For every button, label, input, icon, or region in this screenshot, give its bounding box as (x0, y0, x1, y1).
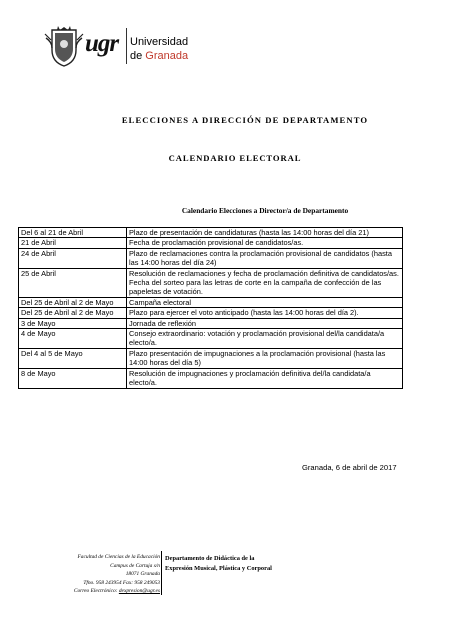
calendar-event-cell: Resolución de impugnaciones y proclamación definitiva del/la candidata/a electo/a. (127, 368, 403, 388)
calendar-date-cell: Del 6 al 21 de Abril (19, 228, 127, 238)
calendar-table (18, 227, 403, 389)
table-row (19, 318, 403, 328)
footer-address-line: 18071 Granada (125, 571, 160, 578)
footer-address-line: Tfno. 958 243954 Fax: 958 249053 (83, 579, 160, 586)
table-row (19, 248, 403, 268)
calendar-table-body (19, 228, 403, 389)
document-title: ELECCIONES A DIRECCIÓN DE DEPARTAMENTO (121, 115, 369, 125)
calendar-event-cell: Plazo de reclamaciones contra la proclamación provisional de candidatos (hasta las 14:00 horas del día 24) (127, 248, 403, 268)
coat-of-arms-icon (44, 24, 84, 68)
calendar-date-cell: Del 25 de Abril al 2 de Mayo (19, 308, 127, 318)
calendar-event-cell: Resolución de reclamaciones y fecha de proclamación definitiva de candidatos/as. Fecha del sorteo para las letras de corte en la campaña de confección de las papeletas de votación. (127, 268, 403, 297)
footer-email-link[interactable]: dexpresion@ugr.es (118, 588, 160, 595)
footer-address-line: Campus de Cartuja s/n (110, 562, 160, 569)
table-title: Calendario Elecciones a Director/a de Departamento (181, 206, 349, 215)
university-name-city: Granada (145, 50, 189, 62)
table-row (19, 238, 403, 248)
document-subtitle: CALENDARIO ELECTORAL (168, 153, 302, 163)
footer-email-line (30, 587, 160, 596)
calendar-date-cell: 24 de Abril (19, 248, 127, 268)
calendar-event-cell: Plazo para ejercer el voto anticipado (hasta las 14:00 horas del día 2). (127, 308, 403, 318)
university-name-prefix: de (130, 50, 146, 62)
university-name-line2 (130, 50, 188, 62)
calendar-date-cell: 8 de Mayo (19, 368, 127, 388)
calendar-date-cell: Del 25 de Abril al 2 de Mayo (19, 297, 127, 307)
logo-divider (126, 28, 127, 64)
logo-ugr-text: ugr (85, 30, 119, 57)
footer-department (165, 554, 272, 574)
table-row (19, 368, 403, 388)
calendar-event-cell: Jornada de reflexión (127, 318, 403, 328)
calendar-event-cell: Plazo de presentación de candidaturas (hasta las 14:00 horas del día 21) (127, 228, 403, 238)
table-row (19, 308, 403, 318)
table-row (19, 268, 403, 297)
place-and-date: Granada, 6 de abril de 2017 (302, 463, 397, 472)
table-row (19, 348, 403, 368)
calendar-event-cell: Fecha de proclamación provisional de candidatos/as. (127, 238, 403, 248)
table-row (19, 228, 403, 238)
calendar-date-cell: 3 de Mayo (19, 318, 127, 328)
table-row (19, 329, 403, 349)
footer-email-label: Correo Electrónico: (73, 588, 119, 595)
calendar-event-cell: Plazo presentación de impugnaciones a la proclamación provisional (hasta las 14:00 horas del día 5) (127, 348, 403, 368)
footer-department-line2: Expresión Musical, Plástica y Corporal (165, 564, 272, 572)
table-row (19, 297, 403, 307)
calendar-date-cell: 21 de Abril (19, 238, 127, 248)
footer-address-line: Facultad de Ciencias de la Educación (77, 554, 160, 560)
footer-department-line1: Departamento de Didáctica de la (165, 555, 255, 562)
calendar-event-cell: Consejo extraordinario: votación y proclamación provisional del/la candidata/a electo/a. (127, 329, 403, 349)
university-logo (44, 24, 189, 70)
university-name-line1: Universidad (130, 36, 189, 48)
calendar-event-cell: Campaña electoral (127, 297, 403, 307)
calendar-date-cell: 25 de Abril (19, 268, 127, 297)
footer-divider (161, 551, 162, 595)
footer-address (30, 553, 160, 596)
calendar-date-cell: 4 de Mayo (19, 329, 127, 349)
calendar-date-cell: Del 4 al 5 de Mayo (19, 348, 127, 368)
